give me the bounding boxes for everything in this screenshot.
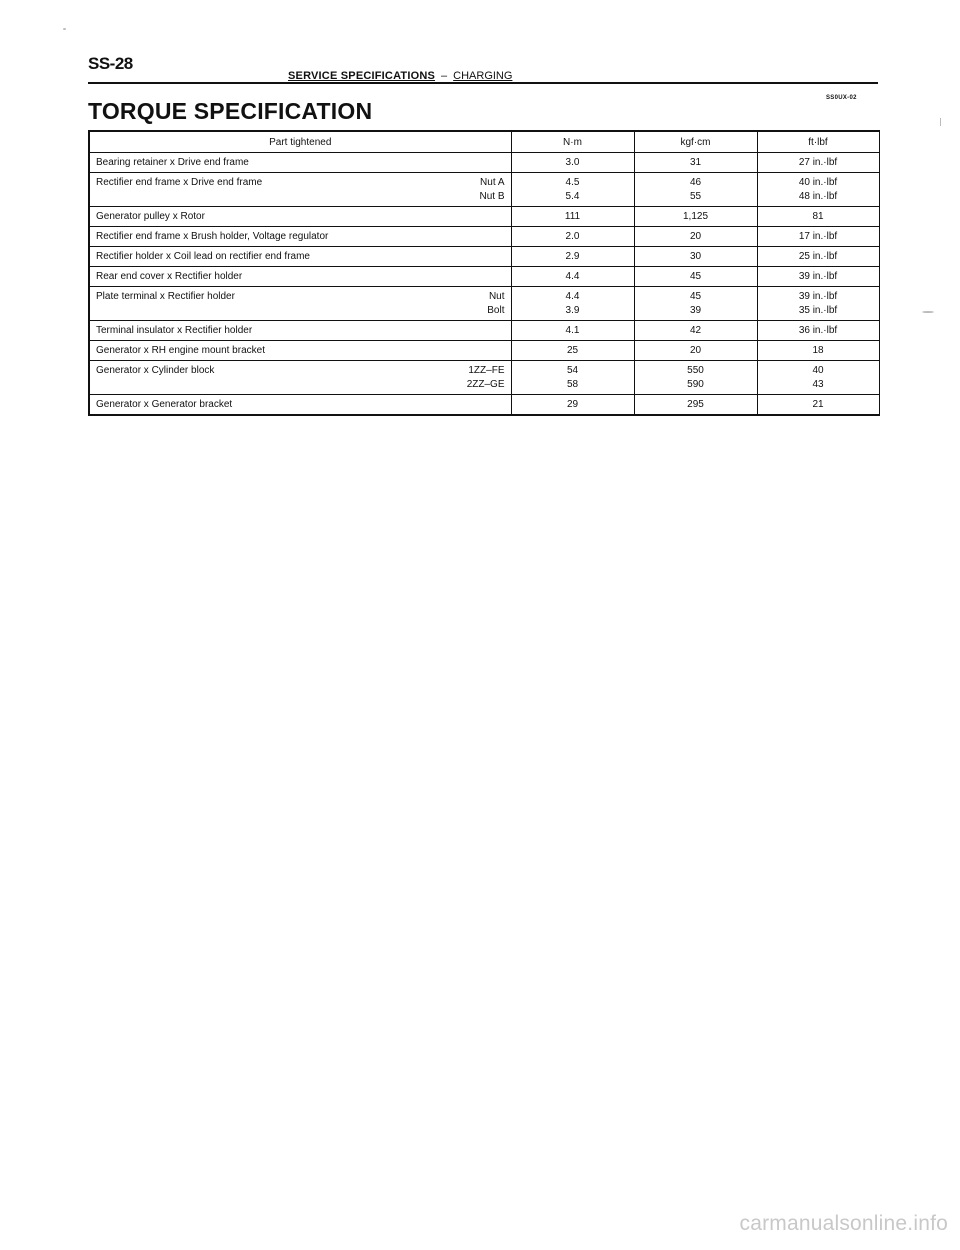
ftlbf-value: 21 [812, 398, 824, 410]
nm-cell [511, 361, 634, 395]
kgfcm-value: 295 [687, 398, 704, 410]
part-cell [89, 153, 511, 173]
kgfcm-cell [634, 227, 757, 247]
nm-value: 4.4 [565, 271, 580, 282]
ftlbf-value: 27 in.·lbf [798, 157, 838, 168]
column-header-ftlbf: ft·lbf [757, 131, 879, 153]
kgfcm-cell [634, 267, 757, 287]
ftlbf-value: 35 in.·lbf [798, 305, 838, 316]
kgfcm-cell [634, 361, 757, 395]
part-name: Generator pulley x Rotor [96, 211, 205, 222]
kgfcm-value: 46 [689, 177, 702, 188]
kgfcm-value: 39 [689, 305, 702, 316]
nm-value: 4.4 [565, 291, 580, 302]
nm-value: 29 [566, 398, 579, 410]
table-header-row [89, 131, 879, 153]
ftlbf-value: 18 [812, 345, 824, 356]
nm-cell [511, 341, 634, 361]
kgfcm-value: 31 [689, 157, 702, 168]
table-row [89, 395, 879, 415]
nm-value: 111 [564, 211, 581, 222]
kgfcm-cell [634, 395, 757, 415]
nm-value: 4.5 [565, 177, 580, 188]
kgfcm-value: 1,125 [682, 211, 709, 222]
nm-value: 2.0 [565, 231, 580, 242]
kgfcm-cell [634, 153, 757, 173]
nm-value: 25 [566, 345, 579, 356]
header-separator: – [441, 70, 448, 82]
kgfcm-cell [634, 207, 757, 227]
kgfcm-cell [634, 247, 757, 267]
part-cell [89, 227, 511, 247]
part-cell [89, 207, 511, 227]
kgfcm-cell [634, 287, 757, 321]
table-row [89, 321, 879, 341]
table-row [89, 287, 879, 321]
kgfcm-value: 30 [689, 251, 702, 262]
nm-value: 58 [566, 379, 579, 390]
ftlbf-cell [757, 207, 879, 227]
part-name: Rectifier end frame x Brush holder, Voltage regulator [96, 231, 329, 242]
nm-cell [511, 321, 634, 341]
watermark: carmanualsonline.info [739, 1212, 948, 1235]
table-row [89, 267, 879, 287]
page-code: SS-28 [88, 54, 133, 73]
scan-speck [63, 28, 66, 30]
kgfcm-value: 20 [689, 231, 702, 242]
scan-speck [940, 118, 941, 126]
ftlbf-cell [757, 247, 879, 267]
nm-cell [511, 207, 634, 227]
nm-cell [511, 287, 634, 321]
part-name: Bearing retainer x Drive end frame [96, 157, 249, 168]
section-title: SERVICE SPECIFICATIONS [288, 70, 436, 82]
nm-cell [511, 153, 634, 173]
table-row [89, 227, 879, 247]
kgfcm-value: 45 [689, 271, 702, 282]
ftlbf-cell [757, 153, 879, 173]
nm-value: 2.9 [565, 251, 580, 262]
part-name: Generator x RH engine mount bracket [96, 345, 265, 356]
subsection-title: CHARGING [453, 70, 513, 82]
part-cell [89, 361, 511, 395]
part-cell [89, 247, 511, 267]
table-row [89, 361, 879, 395]
nm-cell [511, 395, 634, 415]
table-row [89, 341, 879, 361]
table-row [89, 153, 879, 173]
table-row [89, 173, 879, 207]
fastener-label: Nut B [479, 191, 505, 202]
column-header-nm: N·m [511, 131, 634, 153]
nm-value: 4.1 [565, 325, 580, 336]
ftlbf-cell [757, 227, 879, 247]
header-rule [88, 82, 878, 84]
document-code-stamp: SS0UX-02 [826, 95, 857, 101]
part-name: Rectifier end frame x Drive end frame [96, 177, 263, 188]
column-header-kgfcm: kgf·cm [634, 131, 757, 153]
fastener-label: Bolt [487, 305, 505, 316]
ftlbf-value: 39 in.·lbf [798, 291, 838, 302]
part-name: Rectifier holder x Coil lead on rectifier end frame [96, 251, 310, 262]
ftlbf-cell [757, 361, 879, 395]
part-name: Generator x Generator bracket [96, 398, 233, 410]
part-cell [89, 287, 511, 321]
part-cell [89, 321, 511, 341]
part-name: Terminal insulator x Rectifier holder [96, 325, 253, 336]
kgfcm-value: 20 [689, 345, 702, 356]
nm-cell [511, 247, 634, 267]
ftlbf-cell [757, 395, 879, 415]
kgfcm-cell [634, 341, 757, 361]
table-row [89, 247, 879, 267]
part-cell [89, 173, 511, 207]
engine-label: 1ZZ–FE [468, 365, 505, 376]
part-cell [89, 395, 511, 415]
torque-specification-table [88, 130, 880, 416]
nm-value: 5.4 [565, 191, 580, 202]
ftlbf-value: 40 [812, 365, 824, 376]
kgfcm-value: 550 [687, 365, 704, 376]
nm-value: 3.9 [565, 305, 580, 316]
nm-cell [511, 267, 634, 287]
table-row [89, 207, 879, 227]
ftlbf-cell [757, 267, 879, 287]
nm-cell [511, 173, 634, 207]
part-name: Rear end cover x Rectifier holder [96, 271, 243, 282]
kgfcm-value: 55 [689, 191, 702, 202]
ftlbf-value: 48 in.·lbf [798, 191, 838, 202]
part-name: Plate terminal x Rectifier holder [96, 291, 235, 302]
ftlbf-value: 81 [812, 211, 824, 222]
part-name: Generator x Cylinder block [96, 365, 215, 376]
nm-value: 3.0 [565, 157, 580, 168]
ftlbf-cell [757, 287, 879, 321]
ftlbf-cell [757, 321, 879, 341]
kgfcm-value: 590 [687, 379, 704, 390]
ftlbf-cell [757, 341, 879, 361]
kgfcm-cell [634, 173, 757, 207]
ftlbf-value: 40 in.·lbf [798, 177, 838, 188]
running-header [288, 70, 512, 82]
ftlbf-value: 17 in.·lbf [798, 231, 838, 242]
page-title: TORQUE SPECIFICATION [88, 98, 373, 124]
ftlbf-value: 25 in.·lbf [798, 251, 838, 262]
kgfcm-cell [634, 321, 757, 341]
ftlbf-value: 43 [812, 379, 824, 390]
scan-speck [922, 311, 934, 313]
kgfcm-value: 42 [689, 325, 702, 336]
ftlbf-value: 39 in.·lbf [798, 271, 838, 282]
kgfcm-value: 45 [689, 291, 702, 302]
engine-label: 2ZZ–GE [466, 379, 505, 390]
ftlbf-value: 36 in.·lbf [798, 325, 838, 336]
part-cell [89, 341, 511, 361]
nm-value: 54 [566, 365, 579, 376]
part-cell [89, 267, 511, 287]
ftlbf-cell [757, 173, 879, 207]
fastener-label: Nut [488, 291, 505, 302]
fastener-label: Nut A [480, 177, 505, 188]
column-header-part: Part tightened [89, 131, 511, 153]
nm-cell [511, 227, 634, 247]
